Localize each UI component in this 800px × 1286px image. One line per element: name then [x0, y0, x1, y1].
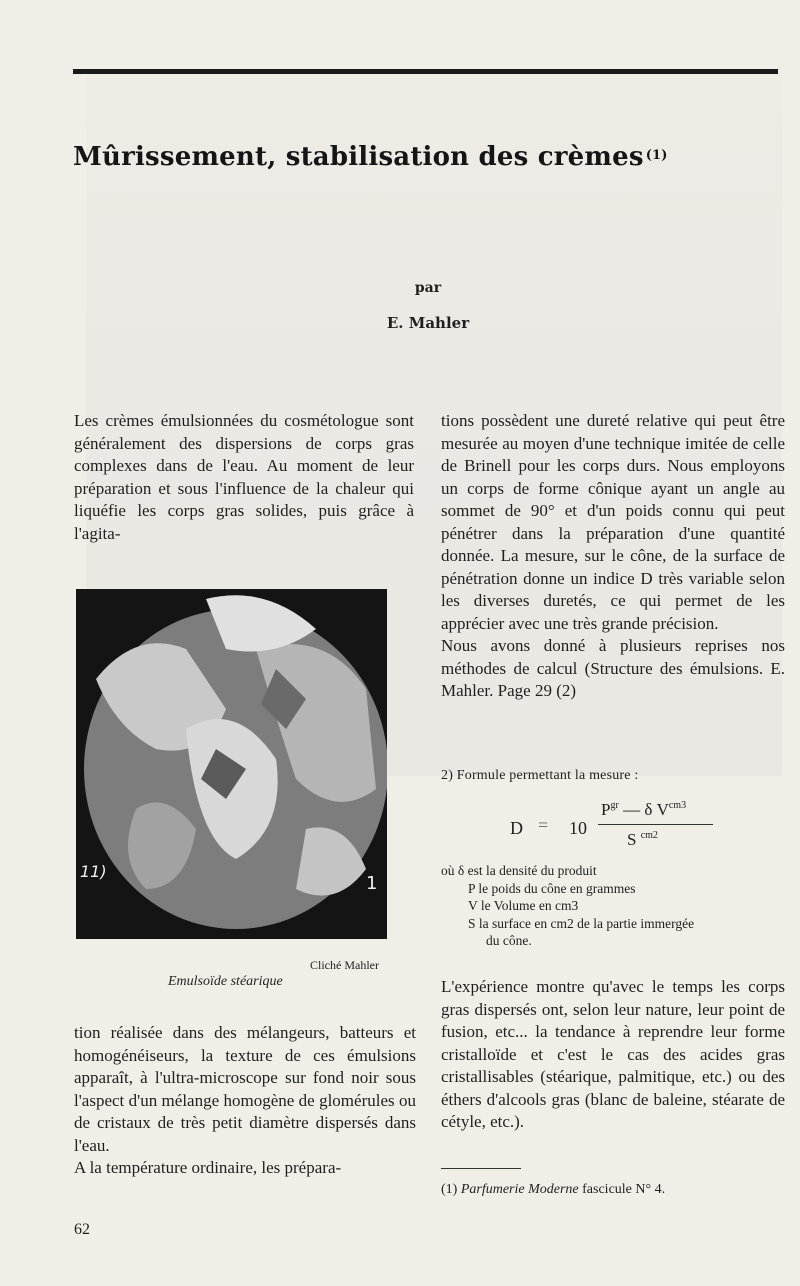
photo-credit: Cliché Mahler [310, 958, 379, 972]
legend-line: V le Volume en cm3 [468, 898, 579, 913]
right-column-bottom [441, 976, 785, 1134]
paragraph: tion réalisée dans des mélangeurs, batteurs et homogénéiseurs, la texture de ces émulsions apparaît, à l'ultra-microscope sur fond noir sous l'aspect d'un mélange homogène de glomérules ou de cristaux de très petit diamètre dispersés dans l'eau. [74, 1023, 416, 1155]
figure-caption: Emulsoïde stéarique [168, 974, 283, 989]
formula-intro: 2) Formule permettant la mesure : [441, 768, 639, 783]
formula-denominator: S $^{cm2}$ [627, 830, 658, 849]
left-column-bottom [74, 1022, 416, 1180]
legend-line: du cône. [486, 933, 532, 948]
legend-line: P le poids du cône en grammes [468, 880, 636, 896]
formula-equals: = [538, 815, 549, 835]
fraction-bar [598, 824, 713, 825]
footnote-journal: Parfumerie Moderne [460, 1182, 579, 1197]
footnote-rule [441, 1168, 521, 1169]
paragraph: L'expérience montre qu'avec le temps les corps gras dispersés ont, selon leur nature, leur point de fusion, etc... la tendance à reprendre leur forme cristalloïde et c'est le cas des acides gras cristallisables (stéarique, palmitique, etc.) ou des éthers d'alcools gras (blanc de baleine, stéarate de cétyle, etc.). [441, 977, 785, 1131]
left-column-top [74, 410, 414, 545]
paragraph: tions possèdent une dureté relative qui peut être mesurée au moyen d'une technique imitée de celle de Brinell pour les corps durs. Nous employons un corps de forme cônique ayant un angle au sommet de 90° et d'un poids connu qui peut pénétrer dans la préparation d'une quantité donnée. La mesure, sur le cône, de la surface de pénétration donne un indice D très variable selon les diverses duretés, ce qui permet de les apprécier avec une très grande précision. [441, 411, 785, 633]
formula-coefficient: 10 [569, 818, 587, 838]
paragraph: A la température ordinaire, les prépara- [74, 1158, 342, 1177]
legend-line: S la surface en cm2 de la partie immergée [468, 915, 695, 931]
paragraph: Les crèmes émulsionnées du cosmétologue sont généralement des dispersions de corps gras complexes dans de l'eau. Au moment de leur préparation et sous l'influence de la chaleur qui liquéfie les corps gras solides, puis grâce à l'agita- [74, 411, 414, 543]
legend-line: où δ est la densité du produit [441, 863, 597, 878]
figure-mark: 1 [366, 873, 378, 894]
article-title [73, 142, 783, 172]
paragraph: Nous avons donné à plusieurs reprises nos méthodes de calcul (Structure des émulsions. E. Mahler. Page 29 (2) [441, 636, 785, 700]
title-footnote-marker: (1) [645, 148, 668, 163]
micrograph-image [76, 589, 387, 939]
figure-label: 11) [80, 862, 107, 881]
right-column-top [441, 410, 785, 703]
formula-legend [441, 862, 694, 950]
author-name: E. Mahler [386, 314, 470, 332]
formula-numerator: $P^{gr}$ — δ $V^{cm3}$ [601, 800, 687, 819]
title-text: Mûrissement, stabilisation des crèmes [73, 142, 644, 172]
page-number: 62 [74, 1221, 90, 1238]
byline-par: par [414, 280, 442, 296]
header-rule [73, 69, 778, 74]
footnote: (1) Parfumerie Moderne fascicule N° 4. [441, 1182, 666, 1197]
formula-lhs: D [510, 818, 523, 838]
hardness-formula [510, 800, 730, 856]
